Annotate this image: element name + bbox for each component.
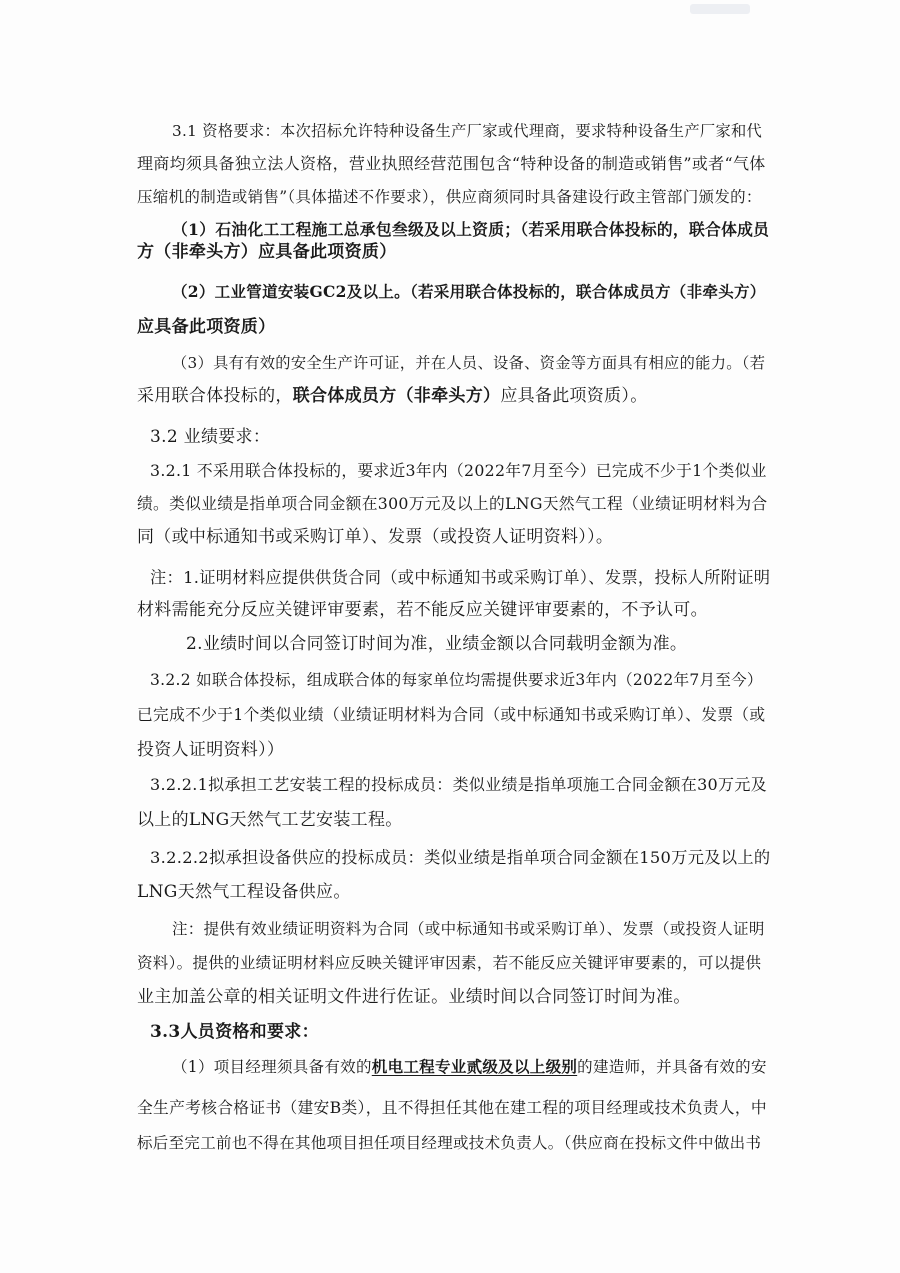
para-3-2-2-2-line-1: 3.2.2.2拟承担设备供应的投标成员：类似业绩是指单项合同金额在150万元及以上的 bbox=[150, 848, 771, 867]
para-3-2-2-2-line-2: LNG天然气工程设备供应。 bbox=[137, 882, 351, 902]
para-3-2-2-line-2: 已完成不少于1个类似业绩（业绩证明材料为合同（或中标通知书或采购订单）、发票（或 bbox=[137, 705, 766, 724]
para-3-2-1-line-3: 同（或中标通知书或采购订单）、发票（或投资人证明资料））。 bbox=[137, 527, 614, 547]
para-3-2-2-1-line-1: 3.2.2.1拟承担工艺安装工程的投标成员：类似业绩是指单项施工合同金额在30万元及 bbox=[150, 775, 767, 794]
item-1-line-1: （1）石油化工工程施工总承包叁级及以上资质；（若采用联合体投标的，联合体成员 bbox=[172, 220, 770, 239]
para-3-2-1-line-2: 绩。类似业绩是指单项合同金额在300万元及以上的LNG天然气工程（业绩证明材料为合 bbox=[137, 494, 768, 513]
note-1-line-1: 注：1.证明材料应提供供货合同（或中标通知书或采购订单）、发票，投标人所附证明 bbox=[150, 568, 771, 587]
item-2-line-1: （2）工业管道安装GC2及以上。（若采用联合体投标的，联合体成员方（非牵头方） bbox=[172, 282, 766, 301]
para-3-1-line-1: 3.1 资格要求：本次招标允许特种设备生产厂家或代理商，要求特种设备生产厂家和代 bbox=[172, 122, 763, 140]
para-3-2-1-line-1: 3.2.1 不采用联合体投标的，要求近3年内（2022年7月至今）已完成不少于1个类似业 bbox=[150, 461, 767, 480]
para-3-2-2-line-1: 3.2.2 如联合体投标，组成联合体的每家单位均需提供要求近3年内（2022年7月至今） bbox=[150, 671, 763, 689]
para-3-3-1-text-a: （1）项目经理须具备有效的 bbox=[172, 1058, 372, 1076]
item-1-line-2: 方（非牵头方）应具备此项资质） bbox=[137, 242, 397, 262]
item-3-text-b: 应具备此项资质）。 bbox=[500, 386, 648, 406]
item-3-text-a: 采用联合体投标的， bbox=[137, 386, 293, 406]
item-2-line-2: 应具备此项资质） bbox=[137, 317, 276, 337]
para-3-3-1-line-1 bbox=[172, 1055, 767, 1079]
para-3-3-1-underlined: 机电工程专业贰级及以上级别 bbox=[371, 1057, 578, 1076]
item-3-line-2 bbox=[137, 384, 648, 408]
para-3-1-line-3: 压缩机的制造或销售”（具体描述不作要求），供应商须同时具备建设行政主管部门颁发的： bbox=[137, 188, 762, 206]
para-3-3-1-line-2: 全生产考核合格证书（建安B类），且不得担任其他在建工程的项目经理或技术负责人，中 bbox=[137, 1098, 767, 1117]
heading-3-3: 3.3人员资格和要求： bbox=[150, 1022, 319, 1042]
note-2-line: 2.业绩时间以合同签订时间为准，业绩金额以合同载明金额为准。 bbox=[186, 634, 688, 654]
heading-3-2: 3.2 业绩要求： bbox=[150, 427, 271, 447]
para-3-3-1-text-b: 的建造师，并具备有效的安 bbox=[577, 1058, 767, 1076]
note-3-line-1: 注：提供有效业绩证明资料为合同（或中标通知书或采购订单）、发票（或投资人证明 bbox=[172, 920, 765, 938]
para-3-3-1-line-3: 标后至完工前也不得在其他项目担任项目经理或技术负责人。（供应商在投标文件中做出书 bbox=[137, 1134, 762, 1152]
note-3-line-2: 资料）。提供的业绩证明材料应反映关键评审因素，若不能反应关键评审要素的，可以提供 bbox=[137, 954, 762, 972]
scan-smudge bbox=[690, 4, 750, 14]
para-3-2-2-line-3: 投资人证明资料）） bbox=[137, 740, 285, 760]
item-3-text-bold: 联合体成员方（非牵头方） bbox=[292, 386, 501, 406]
para-3-1-line-2: 理商均须具备独立法人资格，营业执照经营范围包含“特种设备的制造或销售”或者“气体 bbox=[137, 154, 766, 173]
note-3-line-3: 业主加盖公章的相关证明文件进行佐证。业绩时间以合同签订时间为准。 bbox=[137, 987, 691, 1007]
para-3-2-2-1-line-2: 以上的LNG天然气工艺安装工程。 bbox=[137, 810, 403, 830]
item-3-line-1: （3）具有有效的安全生产许可证，并在人员、设备、资金等方面具有相应的能力。（若 bbox=[172, 354, 766, 372]
note-1-line-2: 材料需能充分反应关键评审要素，若不能反应关键评审要素的，不予认可。 bbox=[137, 600, 708, 620]
